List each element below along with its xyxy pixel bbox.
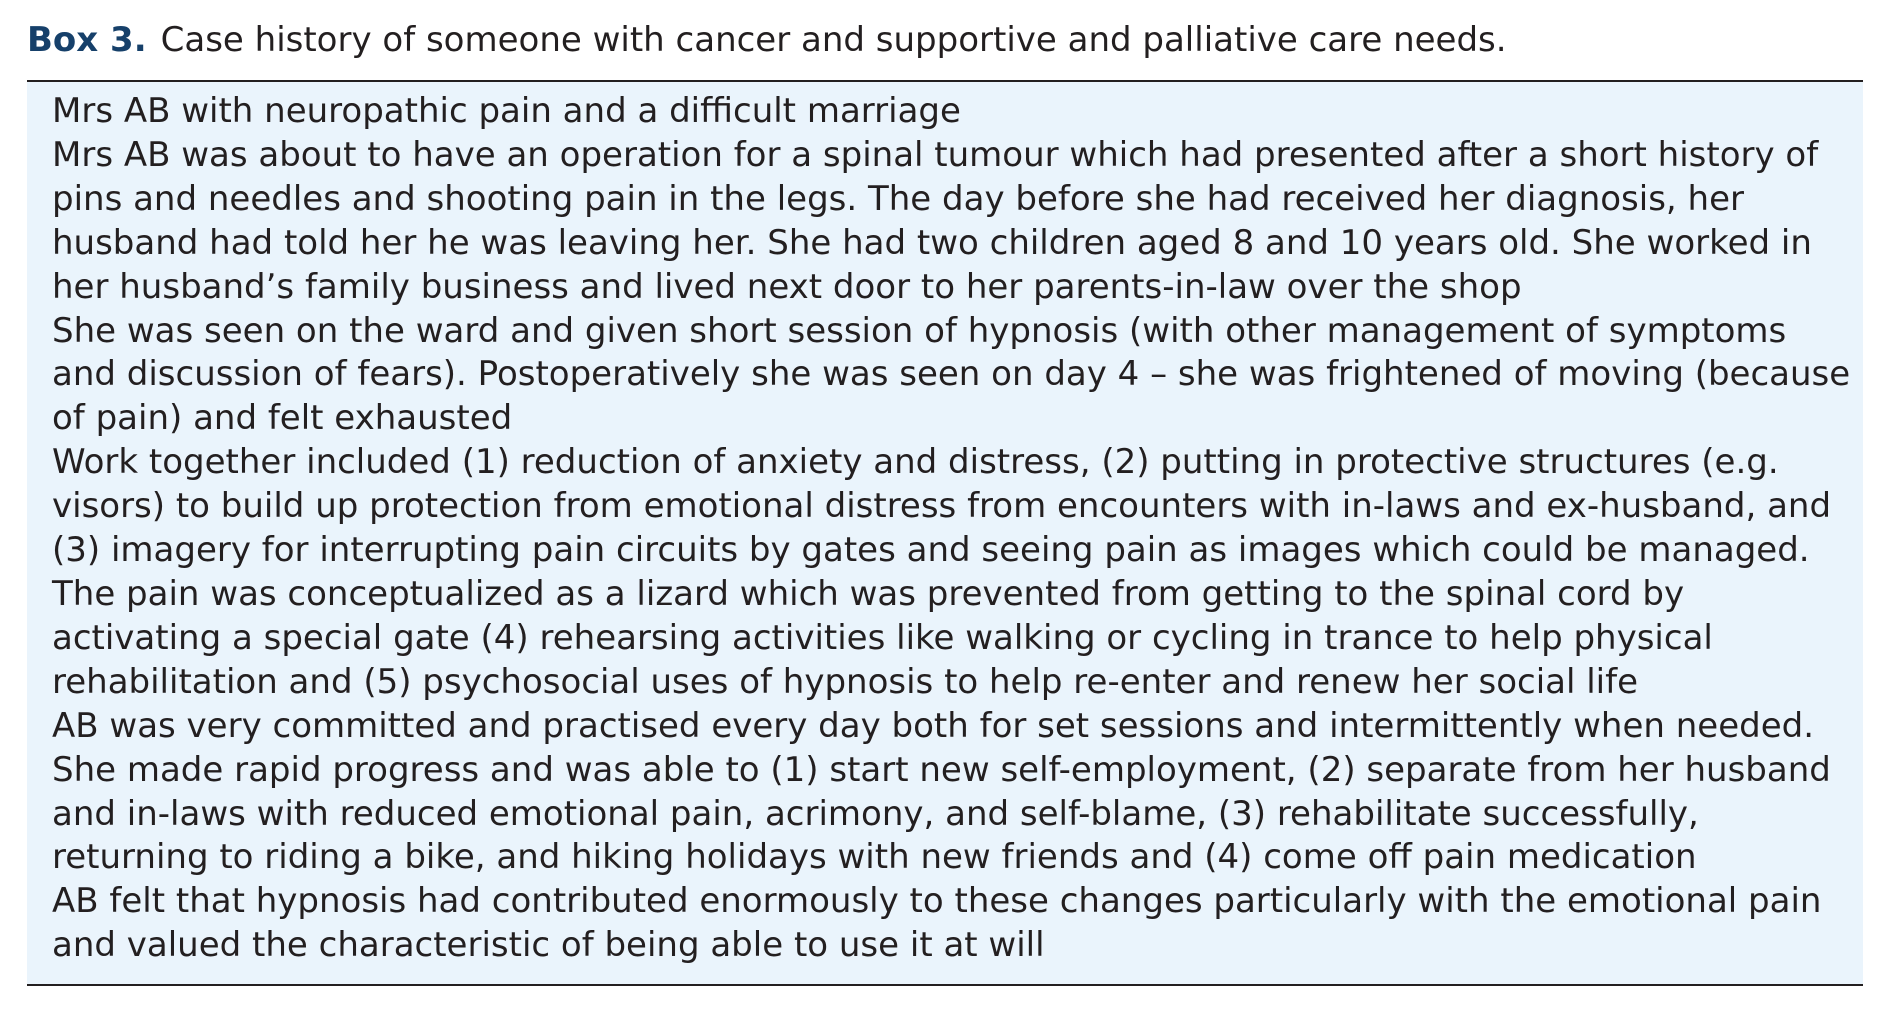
case-paragraph-initial-session: She was seen on the ward and given short session of hypnosis (with other management of symptoms and discussion of fears). Postoperatively she was seen on day 4 – she was frightened of moving (because of pain) and felt exhausted [52, 310, 1851, 439]
case-paragraph-background: Mrs AB was about to have an operation for a spinal tumour which had presented after a short history of pins and needles and shooting pain in the legs. The day before she had received her diagnosis, her husband had told her he was leaving her. She had two children aged 8 and 10 years old. She worked in her husband’s family business and lived next door to her parents-in-law over the shop [52, 134, 1819, 307]
case-history-box [27, 80, 1863, 986]
case-paragraph-outcome: AB felt that hypnosis had contributed enormously to these changes particularly with the emotional pain and valued the characteristic of being able to use it at will [52, 881, 1822, 966]
box-label: Box 3. [27, 20, 147, 60]
case-paragraph-progress: AB was very committed and practised every day both for set sessions and intermittently when needed. She made rapid progress and was able to (1) start new self-employment, (2) separate from her husband and in-laws with reduced emotional pain, acrimony, and self-blame, (3) rehabilitate successfully, returning to riding a bike, and hiking holidays with new friends and (4) come off pain medication [52, 705, 1831, 878]
case-heading: Mrs AB with neuropathic pain and a difficult marriage [52, 91, 961, 131]
case-paragraph-work-together: Work together included (1) reduction of anxiety and distress, (2) putting in protective structures (e.g. visors) to build up protection from emotional distress from encounters with in-laws and ex-husband, and (3) imagery for interrupting pain circuits by gates and seeing pain as images which could be managed. The pain was conceptualized as a lizard which was prevented from getting to the spinal cord by activating a special gate (4) rehearsing activities like walking or cycling in trance to help physical rehabilitation and (5) psychosocial uses of hypnosis to help re-enter and renew her social life [52, 442, 1832, 702]
box-caption [27, 16, 1507, 64]
case-history-content [52, 90, 1852, 968]
box-caption-text: Case history of someone with cancer and supportive and palliative care needs. [160, 20, 1507, 60]
